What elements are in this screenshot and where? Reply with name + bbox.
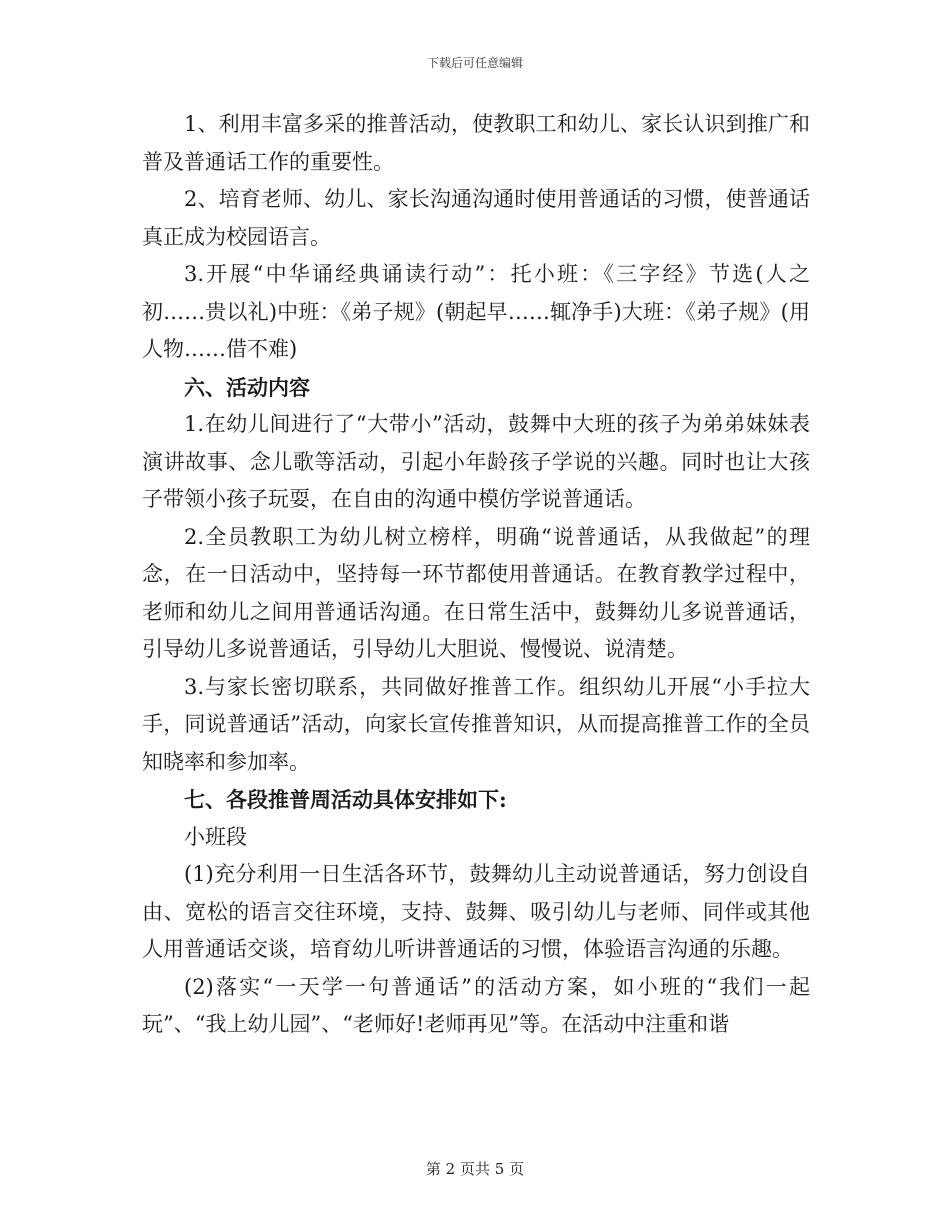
subheading-small-class: 小班段 — [184, 824, 247, 849]
document-body — [142, 106, 810, 1044]
paragraph-content-2: 2.全员教职工为幼儿树立榜样，明确“说普通话，从我做起”的理念，在一日活动中，坚持每一环节都使用普通话。在教育教学过程中，老师和幼儿之间用普通话沟通。在日常生活中，鼓舞幼儿多说普通话，引导幼儿多说普通话，引导幼儿大胆说、慢慢说、说清楚。 — [142, 524, 810, 661]
page-footer: 第 2 页共 5 页 — [425, 1160, 525, 1178]
section-heading-schedule: 七、各段推普周活动具体安排如下: — [184, 787, 507, 812]
paragraph-goal-1: 1、利用丰富多采的推普活动，使教职工和幼儿、家长认识到推广和普及普通话工作的重要性。 — [142, 112, 810, 174]
section-heading-activity-content: 六、活动内容 — [184, 374, 310, 400]
paragraph-small-class-2: (2)落实“一天学一句普通话”的活动方案，如小班的“我们一起玩”、“我上幼儿园”、“老师好!老师再见”等。在活动中注重和谐 — [142, 974, 810, 1036]
paragraph-content-1: 1.在幼儿间进行了“大带小”活动，鼓舞中大班的孩子为弟弟妹妹表演讲故事、念儿歌等活动，引起小年龄孩子学说的兴趣。同时也让大孩子带领小孩子玩耍，在自由的沟通中模仿学说普通话。 — [142, 412, 810, 511]
paragraph-goal-2: 2、培育老师、幼儿、家长沟通沟通时使用普通话的习惯，使普通话真正成为校园语言。 — [142, 187, 810, 249]
paragraph-small-class-1: (1)充分利用一日生活各环节，鼓舞幼儿主动说普通话，努力创设自由、宽松的语言交往环境，支持、鼓舞、吸引幼儿与老师、同伴或其他人用普通话交谈，培育幼儿听讲普通话的习惯，体验语言沟通的乐趣。 — [142, 862, 810, 961]
paragraph-goal-3: 3.开展“中华诵经典诵读行动”：托小班：《三字经》节选(人之初……贵以礼)中班：《弟子规》(朝起早……辄净手)大班：《弟子规》(用人物……借不难) — [142, 262, 810, 361]
paragraph-content-3: 3.与家长密切联系，共同做好推普工作。组织幼儿开展“小手拉大手，同说普通话”活动，向家长宣传推普知识，从而提高推普工作的全员知晓率和参加率。 — [142, 674, 810, 774]
page-header: 下载后可任意编辑 — [426, 56, 523, 70]
